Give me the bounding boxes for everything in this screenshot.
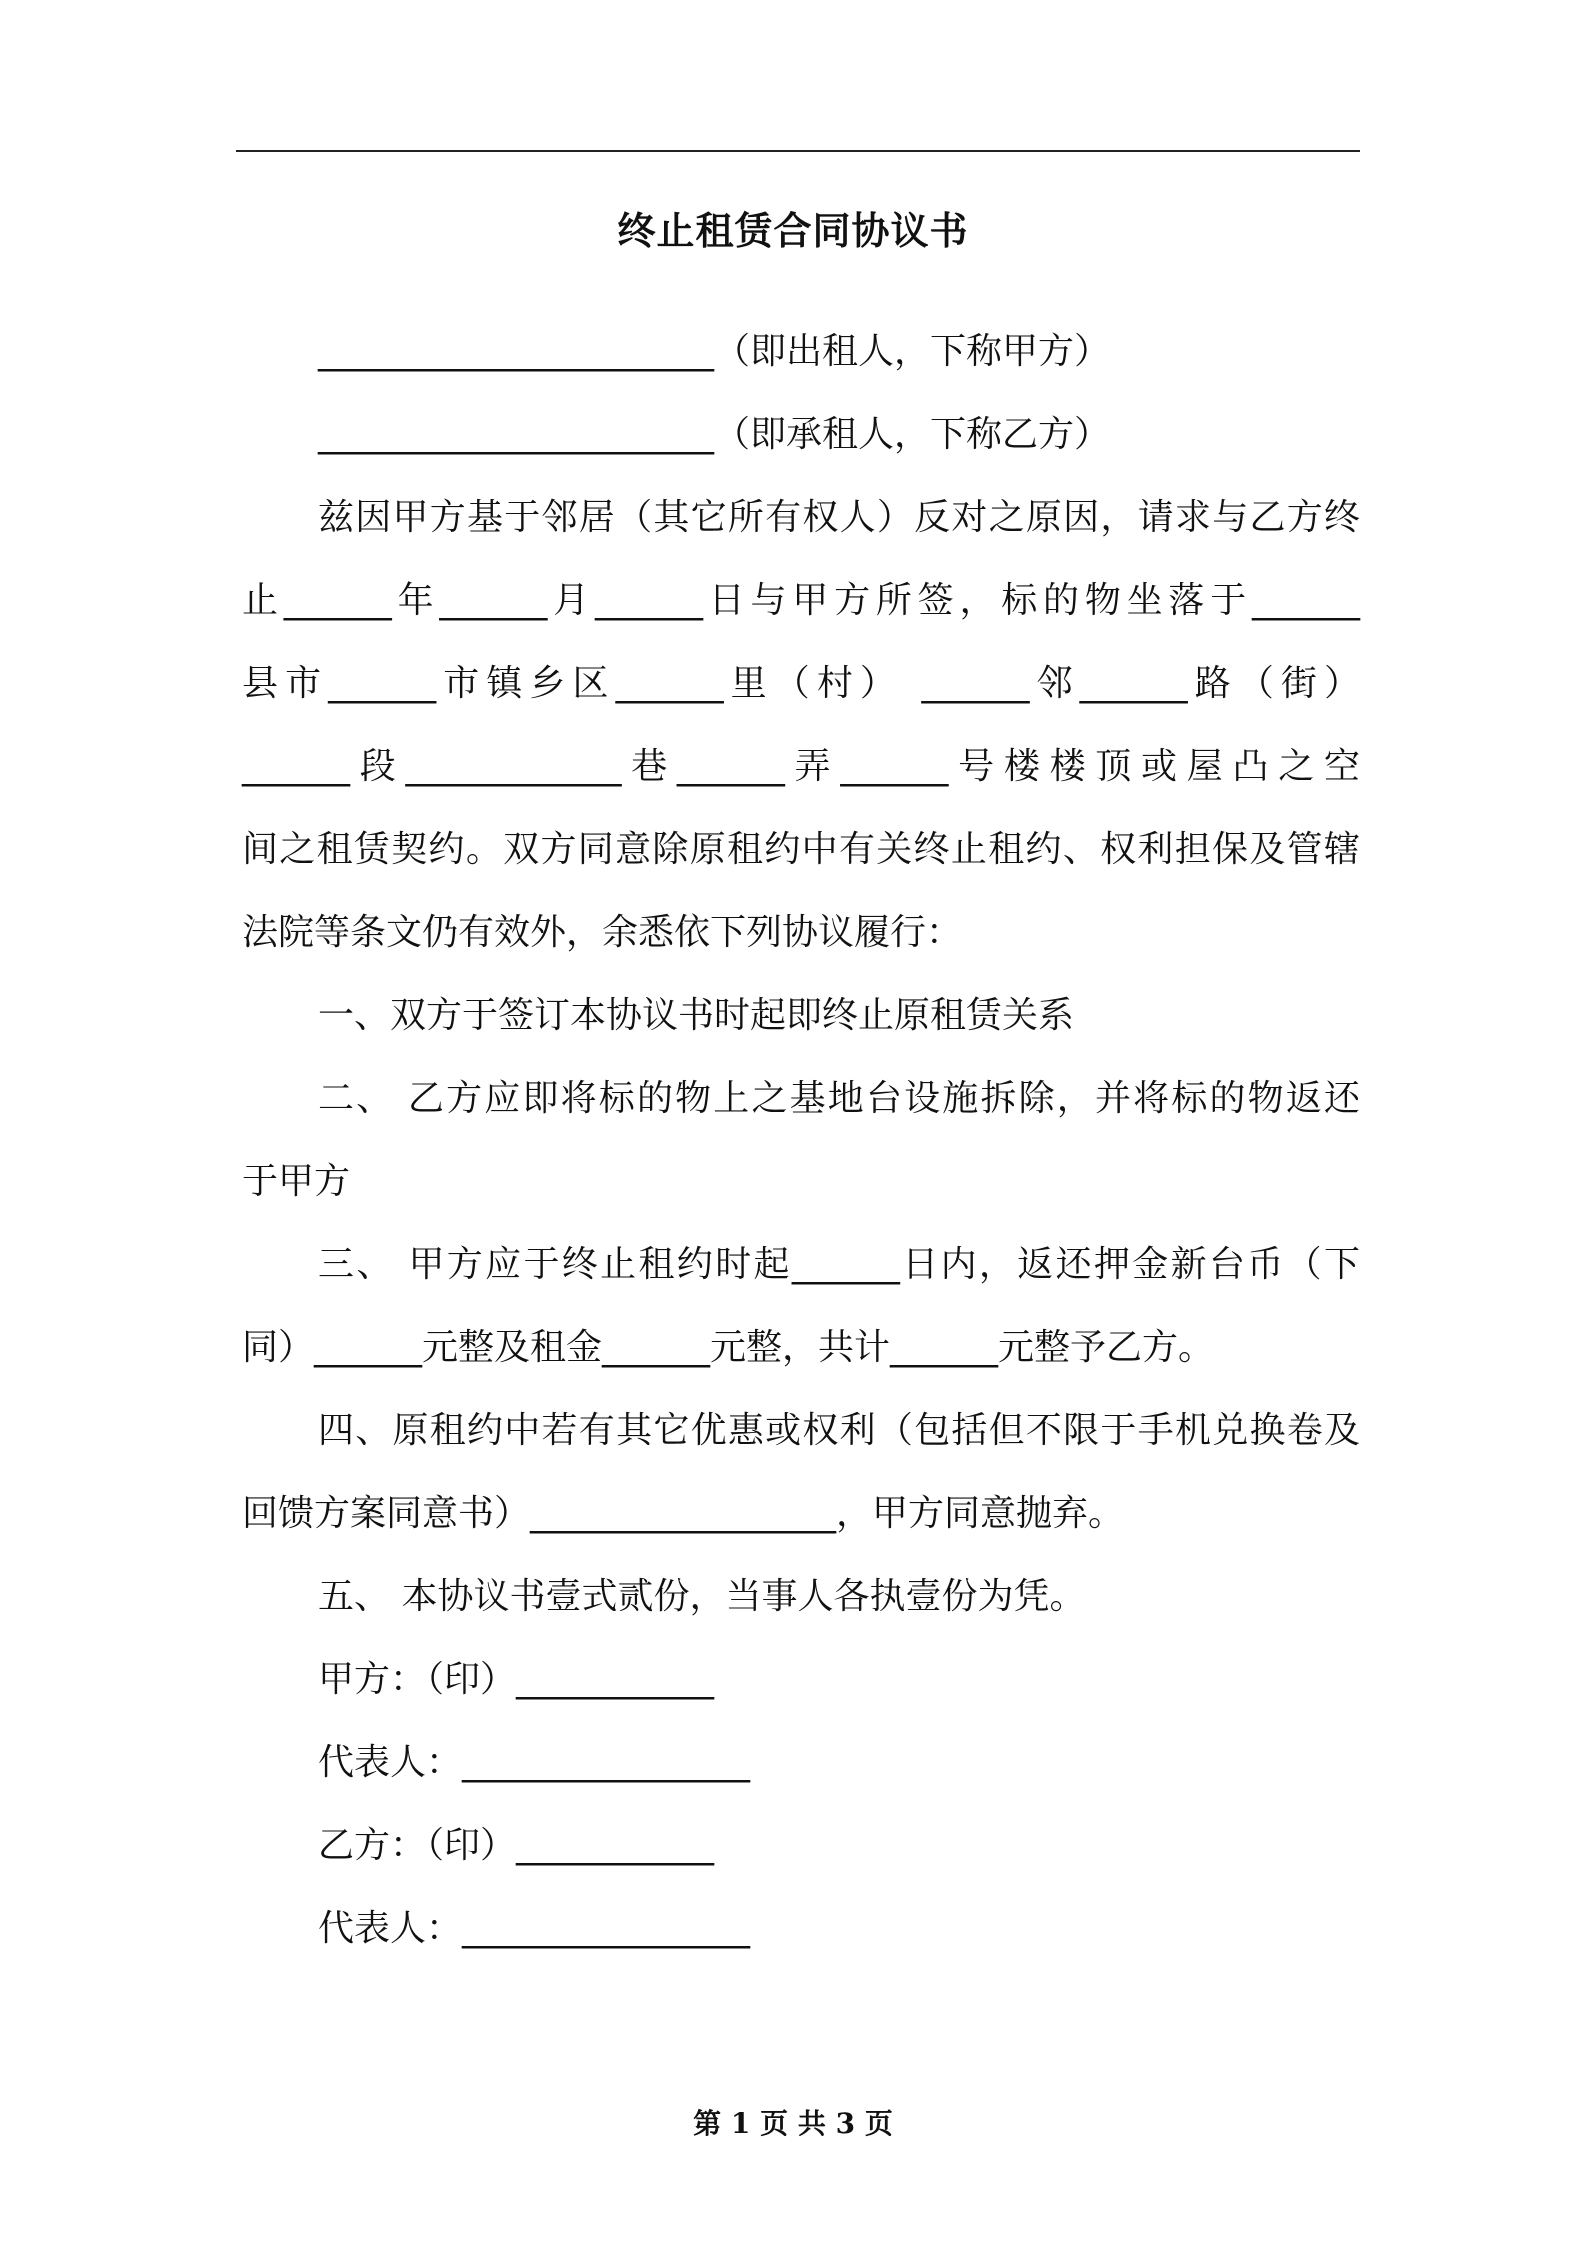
signature-representative-b: 代表人：________________ [318, 1908, 751, 1949]
party-a-line: ______________________（即出租人，下称甲方） [318, 331, 1111, 372]
paragraph-line: 县市______市镇乡区______里（村） ______邻______路（街） [242, 663, 1360, 704]
clause-4: 四、原租约中若有其它优惠或权利（包括但不限于手机兑换卷及 [318, 1410, 1360, 1451]
signature-representative-a: 代表人：________________ [318, 1742, 751, 1783]
document-title: 终止租赁合同协议书 [617, 209, 969, 253]
clause-3: 三、 甲方应于终止租约时起______日内，返还押金新台币（下 [318, 1244, 1360, 1285]
page-number: 第 1 页 共 3 页 [693, 2107, 893, 2140]
paragraph-line: 止______年______月______日与甲方所签，标的物坐落于______ [242, 580, 1360, 621]
clause-1: 一、双方于签订本协议书时起即终止原租赁关系 [318, 995, 1075, 1036]
paragraph-line: 兹因甲方基于邻居（其它所有权人）反对之原因，请求与乙方终 [318, 497, 1360, 538]
paragraph-line: 间之租赁契约。双方同意除原租约中有关终止租约、权利担保及管辖 [242, 829, 1360, 870]
clause-3-cont: 同）______元整及租金______元整，共计______元整予乙方。 [242, 1327, 1215, 1368]
header-rule [236, 150, 1360, 152]
clause-2: 二、 乙方应即将标的物上之基地台设施拆除，并将标的物返还 [318, 1078, 1360, 1119]
party-b-line: ______________________（即承租人，下称乙方） [318, 414, 1111, 455]
clause-2-cont: 于甲方 [242, 1161, 351, 1202]
clause-4-cont: 回馈方案同意书）_________________，甲方同意抛弃。 [242, 1493, 1125, 1534]
paragraph-line: ______段____________巷______弄______号楼楼顶或屋凸之空 [242, 746, 1360, 787]
signature-party-a: 甲方：（印）___________ [318, 1659, 715, 1700]
paragraph-line: 法院等条文仍有效外，余悉依下列协议履行： [242, 912, 963, 953]
signature-party-b: 乙方：（印）___________ [318, 1825, 715, 1866]
clause-5: 五、 本协议书壹式贰份，当事人各执壹份为凭。 [318, 1576, 1086, 1617]
